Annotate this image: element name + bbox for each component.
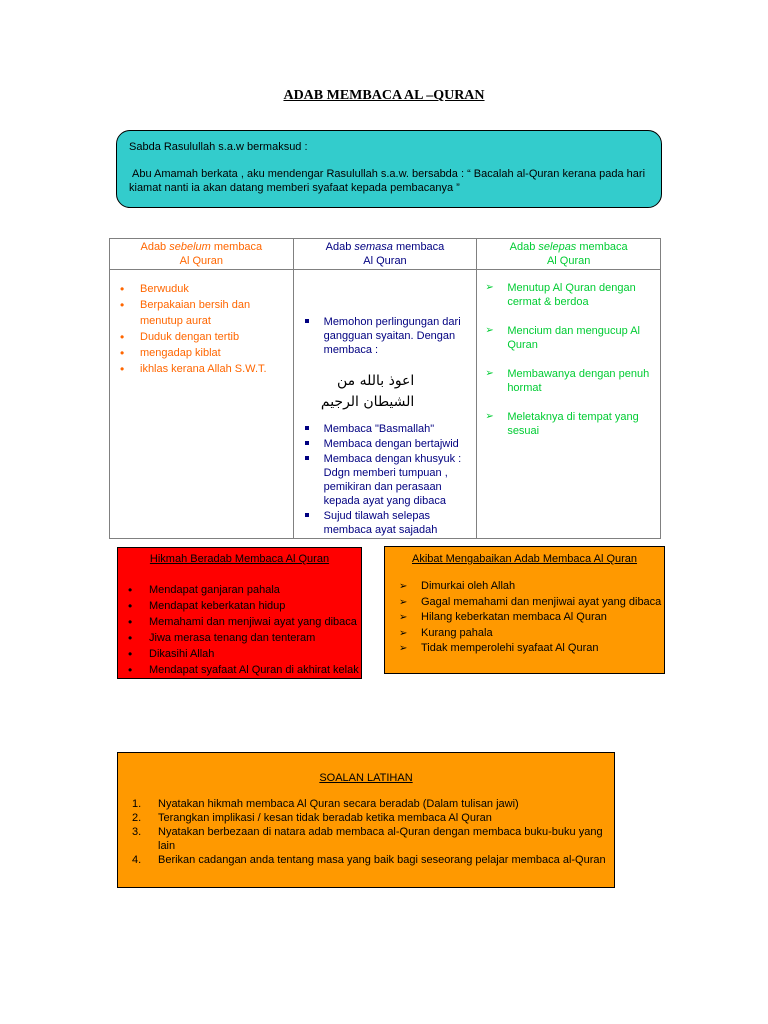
list-item: • mengadap kiblat — [120, 345, 293, 361]
header-selepas-em: selepas — [538, 241, 577, 253]
adab-table-header-row — [110, 239, 661, 270]
list-selepas — [477, 281, 660, 438]
header-selepas-line2: Al Quran — [546, 255, 591, 267]
list-item: Membaca dengan bertajwid — [304, 437, 477, 451]
list-semasa-before — [294, 315, 477, 357]
list-item: • Memahami dan menjiwai ayat yang dibaca — [128, 614, 361, 630]
list-item: Sujud tilawah selepas membaca ayat sajadah — [304, 509, 477, 537]
header-semasa-post: membaca — [392, 241, 445, 253]
adab-table-body-row — [110, 270, 661, 539]
header-sebelum — [110, 239, 294, 270]
list-item: • Jiwa merasa tenang dan tenteram — [128, 630, 361, 646]
soalan-title: SOALAN LATIHAN — [319, 772, 413, 784]
list-item: • Mendapat ganjaran pahala — [128, 582, 361, 598]
list-item: ➢ Membawanya dengan penuh hormat — [485, 367, 660, 395]
list-item: Membaca dengan khusyuk : Ddgn memberi tumpuan , pemikiran dan perasaan kepada ayat yang dibaca — [304, 452, 477, 508]
list-item: • Berpakaian bersih dan menutup aurat — [120, 297, 293, 329]
question-number: 1. — [132, 798, 142, 810]
hadith-intro: Sabda Rasulullah s.a.w bermaksud : — [129, 141, 308, 153]
list-semasa-after — [294, 422, 477, 537]
page-title: ADAB MEMBACA AL –QURAN — [283, 88, 485, 103]
list-item: ➢ Gagal memahami dan menjiwai ayat yang dibaca — [399, 595, 664, 611]
header-semasa-pre: Adab — [325, 241, 355, 253]
list-item: • Duduk dengan tertib — [120, 329, 293, 345]
question-text: Terangkan implikasi / kesan tidak beradab ketika membaca Al Quran — [158, 812, 492, 824]
question-item — [132, 797, 614, 811]
header-semasa-em: semasa — [354, 241, 393, 253]
akibat-box — [384, 546, 665, 674]
header-semasa — [293, 239, 477, 270]
hikmah-box — [117, 547, 362, 679]
question-text: Nyatakan hikmah membaca Al Quran secara beradab (Dalam tulisan jawi) — [158, 798, 519, 810]
question-number: 4. — [132, 854, 142, 866]
arabic-taawwudh: اعوذ بالله من الشيطان الرجيم — [320, 373, 415, 410]
list-sebelum — [110, 281, 293, 377]
list-item: • Dikasihi Allah — [128, 646, 361, 662]
hadith-text: Abu Amamah berkata , aku mendengar Rasulullah s.a.w. bersabda : “ Bacalah al-Quran kerana pada hari kiamat nanti ia akan datang memberi syafaat kepada pembacanya ” — [129, 168, 646, 194]
list-item: ➢ Tidak memperolehi syafaat Al Quran — [399, 641, 664, 657]
header-sebelum-pre: Adab — [140, 241, 170, 253]
list-item: Memohon perlingungan dari gangguan syaitan. Dengan membaca : — [304, 315, 477, 357]
list-item: Membaca "Basmallah" — [304, 422, 477, 436]
akibat-list — [385, 579, 664, 657]
cell-selepas — [477, 270, 661, 539]
question-item — [132, 853, 614, 867]
hadith-box — [116, 130, 662, 208]
hikmah-list — [118, 582, 361, 678]
cell-semasa — [293, 270, 477, 539]
list-item: ➢ Mencium dan mengucup Al Quran — [485, 324, 660, 352]
header-sebelum-em: sebelum — [169, 241, 211, 253]
header-selepas-pre: Adab — [509, 241, 539, 253]
list-item: • Mendapat syafaat Al Quran di akhirat kelak — [128, 662, 361, 678]
soalan-list — [118, 797, 614, 867]
header-selepas — [477, 239, 661, 270]
list-item: ➢ Menutup Al Quran dengan cermat & berdoa — [485, 281, 660, 309]
list-item: ➢ Kurang pahala — [399, 626, 664, 642]
question-number: 3. — [132, 826, 142, 838]
list-item: ➢ Dimurkai oleh Allah — [399, 579, 664, 595]
list-item: ➢ Meletaknya di tempat yang sesuai — [485, 410, 660, 438]
question-item — [132, 825, 614, 853]
list-item: ➢ Hilang keberkatan membaca Al Quran — [399, 610, 664, 626]
list-item: • Mendapat keberkatan hidup — [128, 598, 361, 614]
header-selepas-post: membaca — [576, 241, 628, 253]
akibat-title: Akibat Mengabaikan Adab Membaca Al Quran — [411, 553, 638, 565]
question-text: Nyatakan berbezaan di natara adab membaca al-Quran dengan membaca buku-buku yang lain — [158, 826, 603, 852]
adab-table — [109, 238, 661, 539]
question-number: 2. — [132, 812, 142, 824]
question-text: Berikan cadangan anda tentang masa yang baik bagi seseorang pelajar membaca al-Quran — [158, 854, 606, 866]
hikmah-title: Hikmah Beradab Membaca Al Quran — [149, 553, 330, 565]
header-sebelum-post: membaca — [210, 241, 263, 253]
header-sebelum-line2: Al Quran — [179, 255, 224, 267]
soalan-box — [117, 752, 615, 888]
list-item: • ikhlas kerana Allah S.W.T. — [120, 361, 293, 377]
list-item: • Berwuduk — [120, 281, 293, 297]
cell-sebelum — [110, 270, 294, 539]
header-semasa-line2: Al Quran — [363, 255, 407, 267]
question-item — [132, 811, 614, 825]
